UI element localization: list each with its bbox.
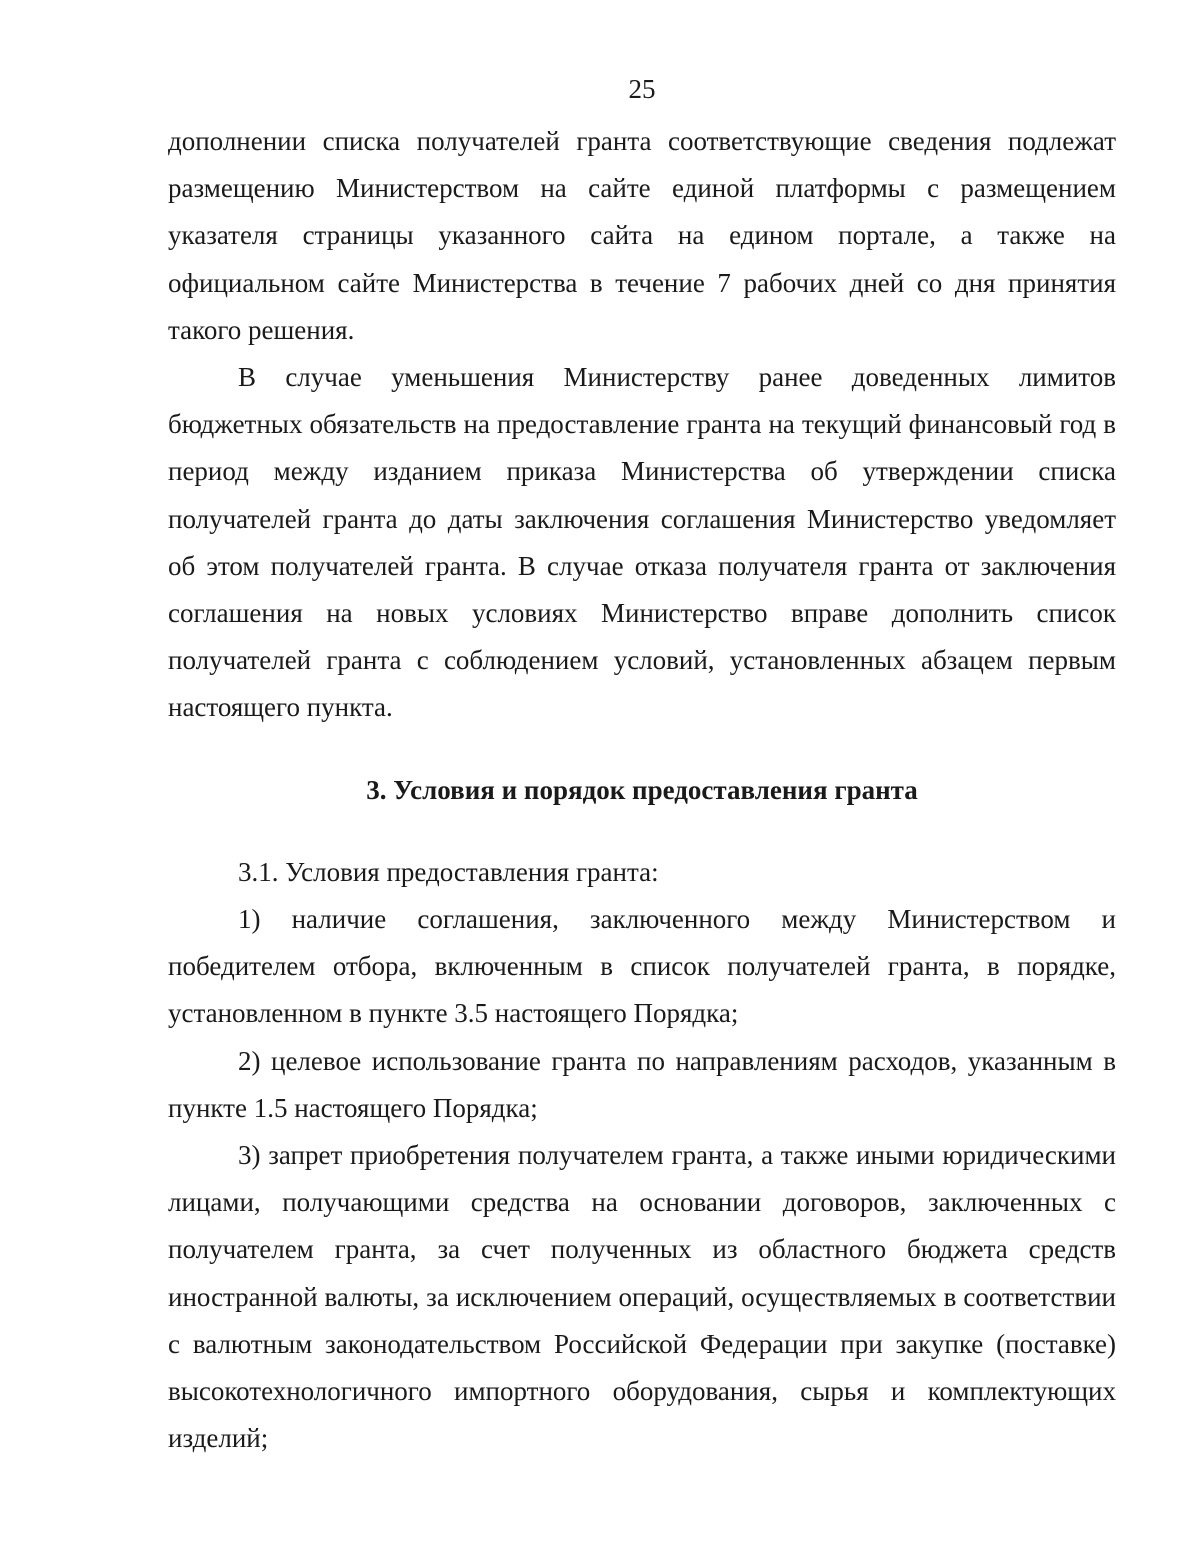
paragraph-condition-1: 1) наличие соглашения, заключенного между Министерством и победителем отбора, включенным в список получателей гранта, в порядке, установленном в пункте 3.5 настоящего Порядка; xyxy=(168,904,1116,1029)
document-body xyxy=(168,118,1116,1462)
page-number: 25 xyxy=(628,74,656,104)
paragraph-continuation: дополнении списка получателей гранта соответствующие сведения подлежат размещению Министерством на сайте единой платформы с размещением указателя страницы указанного сайта на едином портале, а также на официальном сайте Министерства в течение 7 рабочих дней со дня принятия такого решения. xyxy=(168,126,1116,345)
section-heading: 3. Условия и порядок предоставления гранта xyxy=(366,774,918,805)
paragraph-condition-3: 3) запрет приобретения получателем гранта, а также иными юридическими лицами, получающими средства на основании договоров, заключенных с получателем гранта, за счет полученных из областного бюджета средств иностранной валюты, за исключением операций, осуществляемых в соответствии с валютным законодательством Российской Федерации при закупке (поставке) высокотехнологичного импортного оборудования, сырья и комплектующих изделий; xyxy=(168,1140,1116,1454)
paragraph-conditions-title: 3.1. Условия предоставления гранта: xyxy=(238,856,659,887)
paragraph-budget-reduction: В случае уменьшения Министерству ранее доведенных лимитов бюджетных обязательств на предоставление гранта на текущий финансовый год в период между изданием приказа Министерства об утверждении списка получателей гранта до даты заключения соглашения Министерство уведомляет об этом получателей гранта. В случае отказа получателя гранта от заключения соглашения на новых условиях Министерство вправе дополнить список получателей гранта с соблюдением условий, установленных абзацем первым настоящего пункта. xyxy=(168,362,1116,723)
paragraph-condition-2: 2) целевое использование гранта по направлениям расходов, указанным в пункте 1.5 настоящего Порядка; xyxy=(168,1045,1116,1123)
spacer xyxy=(168,732,1116,767)
spacer xyxy=(168,814,1116,849)
